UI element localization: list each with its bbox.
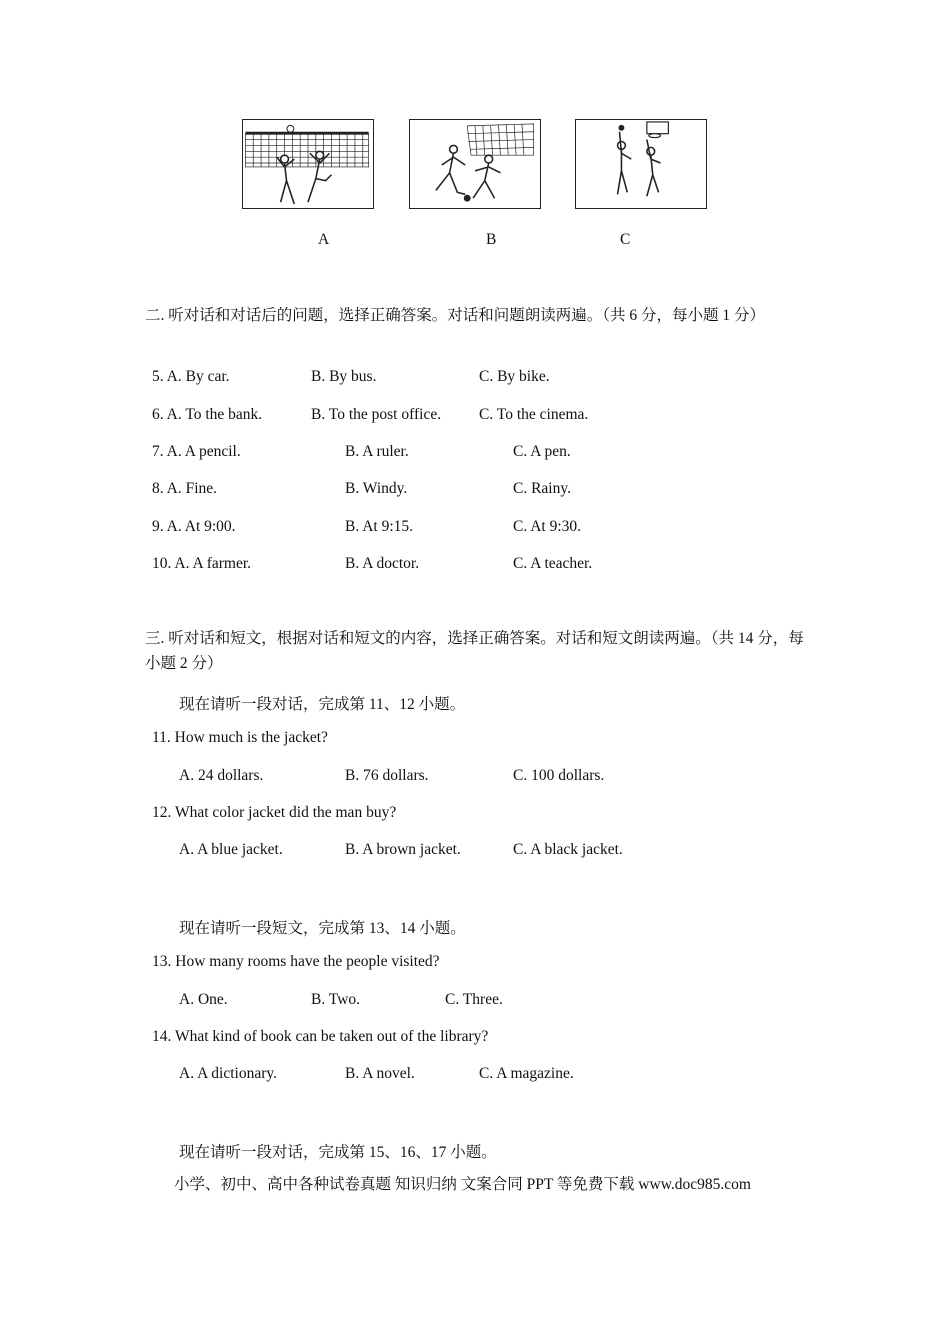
question-9 bbox=[152, 518, 236, 536]
section2-heading: 二. 听对话和对话后的问题，选择正确答案。对话和问题朗读两遍。（共 6 分，每小题 1 分） bbox=[145, 307, 766, 324]
basketball-icon bbox=[576, 120, 706, 208]
question-number: 7. bbox=[152, 443, 164, 460]
option-c: C. A black jacket. bbox=[513, 841, 623, 858]
section3-intro-dialogue-2: 现在请听一段对话，完成第 15、16、17 小题。 bbox=[179, 1144, 497, 1161]
question-12: 12. What color jacket did the man buy? bbox=[152, 804, 397, 821]
question-14: 14. What kind of book can be taken out of the library? bbox=[152, 1028, 489, 1045]
question-number: 9. bbox=[152, 518, 164, 535]
option-b: B. Windy. bbox=[345, 480, 408, 497]
question-8 bbox=[152, 480, 217, 498]
option-b: B. 76 dollars. bbox=[345, 767, 429, 784]
question-6 bbox=[152, 406, 262, 424]
question-13: 13. How many rooms have the people visited? bbox=[152, 953, 440, 970]
option-a: A. A dictionary. bbox=[179, 1065, 278, 1082]
option-c: C. To the cinema. bbox=[479, 406, 589, 423]
picture-a bbox=[242, 119, 374, 209]
question-10 bbox=[152, 555, 251, 573]
option-b: B. By bus. bbox=[311, 368, 377, 385]
question-number: 8. bbox=[152, 480, 164, 497]
option-b: B. To the post office. bbox=[311, 406, 442, 423]
question-7 bbox=[152, 443, 241, 461]
option-a: A. To the bank. bbox=[166, 406, 263, 423]
volleyball-icon bbox=[243, 120, 373, 208]
option-b: B. Two. bbox=[311, 991, 361, 1008]
option-c: C. 100 dollars. bbox=[513, 767, 605, 784]
question-11: 11. How much is the jacket? bbox=[152, 729, 328, 746]
picture-a-label: A bbox=[318, 231, 330, 248]
option-c: C. A pen. bbox=[513, 443, 571, 460]
option-c: C. Three. bbox=[445, 991, 503, 1008]
page-footer: 小学、初中、高中各种试卷真题 知识归纳 文案合同 PPT 等免费下载 www.doc985.com bbox=[174, 1176, 751, 1193]
option-b: B. At 9:15. bbox=[345, 518, 414, 535]
option-b: B. A novel. bbox=[345, 1065, 415, 1082]
option-c: C. At 9:30. bbox=[513, 518, 582, 535]
option-b: B. A doctor. bbox=[345, 555, 420, 572]
option-a: A. One. bbox=[179, 991, 228, 1008]
soccer-icon bbox=[410, 120, 540, 208]
picture-c bbox=[575, 119, 707, 209]
option-a: A. 24 dollars. bbox=[179, 767, 264, 784]
picture-c-label: C bbox=[620, 231, 631, 248]
question-number: 10. bbox=[152, 555, 172, 572]
option-c: C. A magazine. bbox=[479, 1065, 574, 1082]
option-a: A. A blue jacket. bbox=[179, 841, 283, 858]
section3-intro-dialogue-1: 现在请听一段对话，完成第 11、12 小题。 bbox=[179, 696, 466, 713]
option-c: C. Rainy. bbox=[513, 480, 571, 497]
question-5 bbox=[152, 368, 230, 386]
option-a: A. Fine. bbox=[166, 480, 218, 497]
option-c: C. A teacher. bbox=[513, 555, 593, 572]
option-b: B. A ruler. bbox=[345, 443, 409, 460]
question-number: 5. bbox=[152, 368, 164, 385]
option-c: C. By bike. bbox=[479, 368, 550, 385]
picture-b bbox=[409, 119, 541, 209]
section3-intro-passage: 现在请听一段短文，完成第 13、14 小题。 bbox=[179, 920, 466, 937]
option-a: A. By car. bbox=[166, 368, 230, 385]
option-a: A. A farmer. bbox=[174, 555, 252, 572]
option-a: A. At 9:00. bbox=[166, 518, 236, 535]
option-b: B. A brown jacket. bbox=[345, 841, 461, 858]
picture-b-label: B bbox=[486, 231, 497, 248]
option-a: A. A pencil. bbox=[166, 443, 241, 460]
question-number: 6. bbox=[152, 406, 164, 423]
section3-heading: 三. 听对话和短文，根据对话和短文的内容，选择正确答案。对话和短文朗读两遍。（共 14 分，每小题 2 分） bbox=[145, 630, 804, 672]
